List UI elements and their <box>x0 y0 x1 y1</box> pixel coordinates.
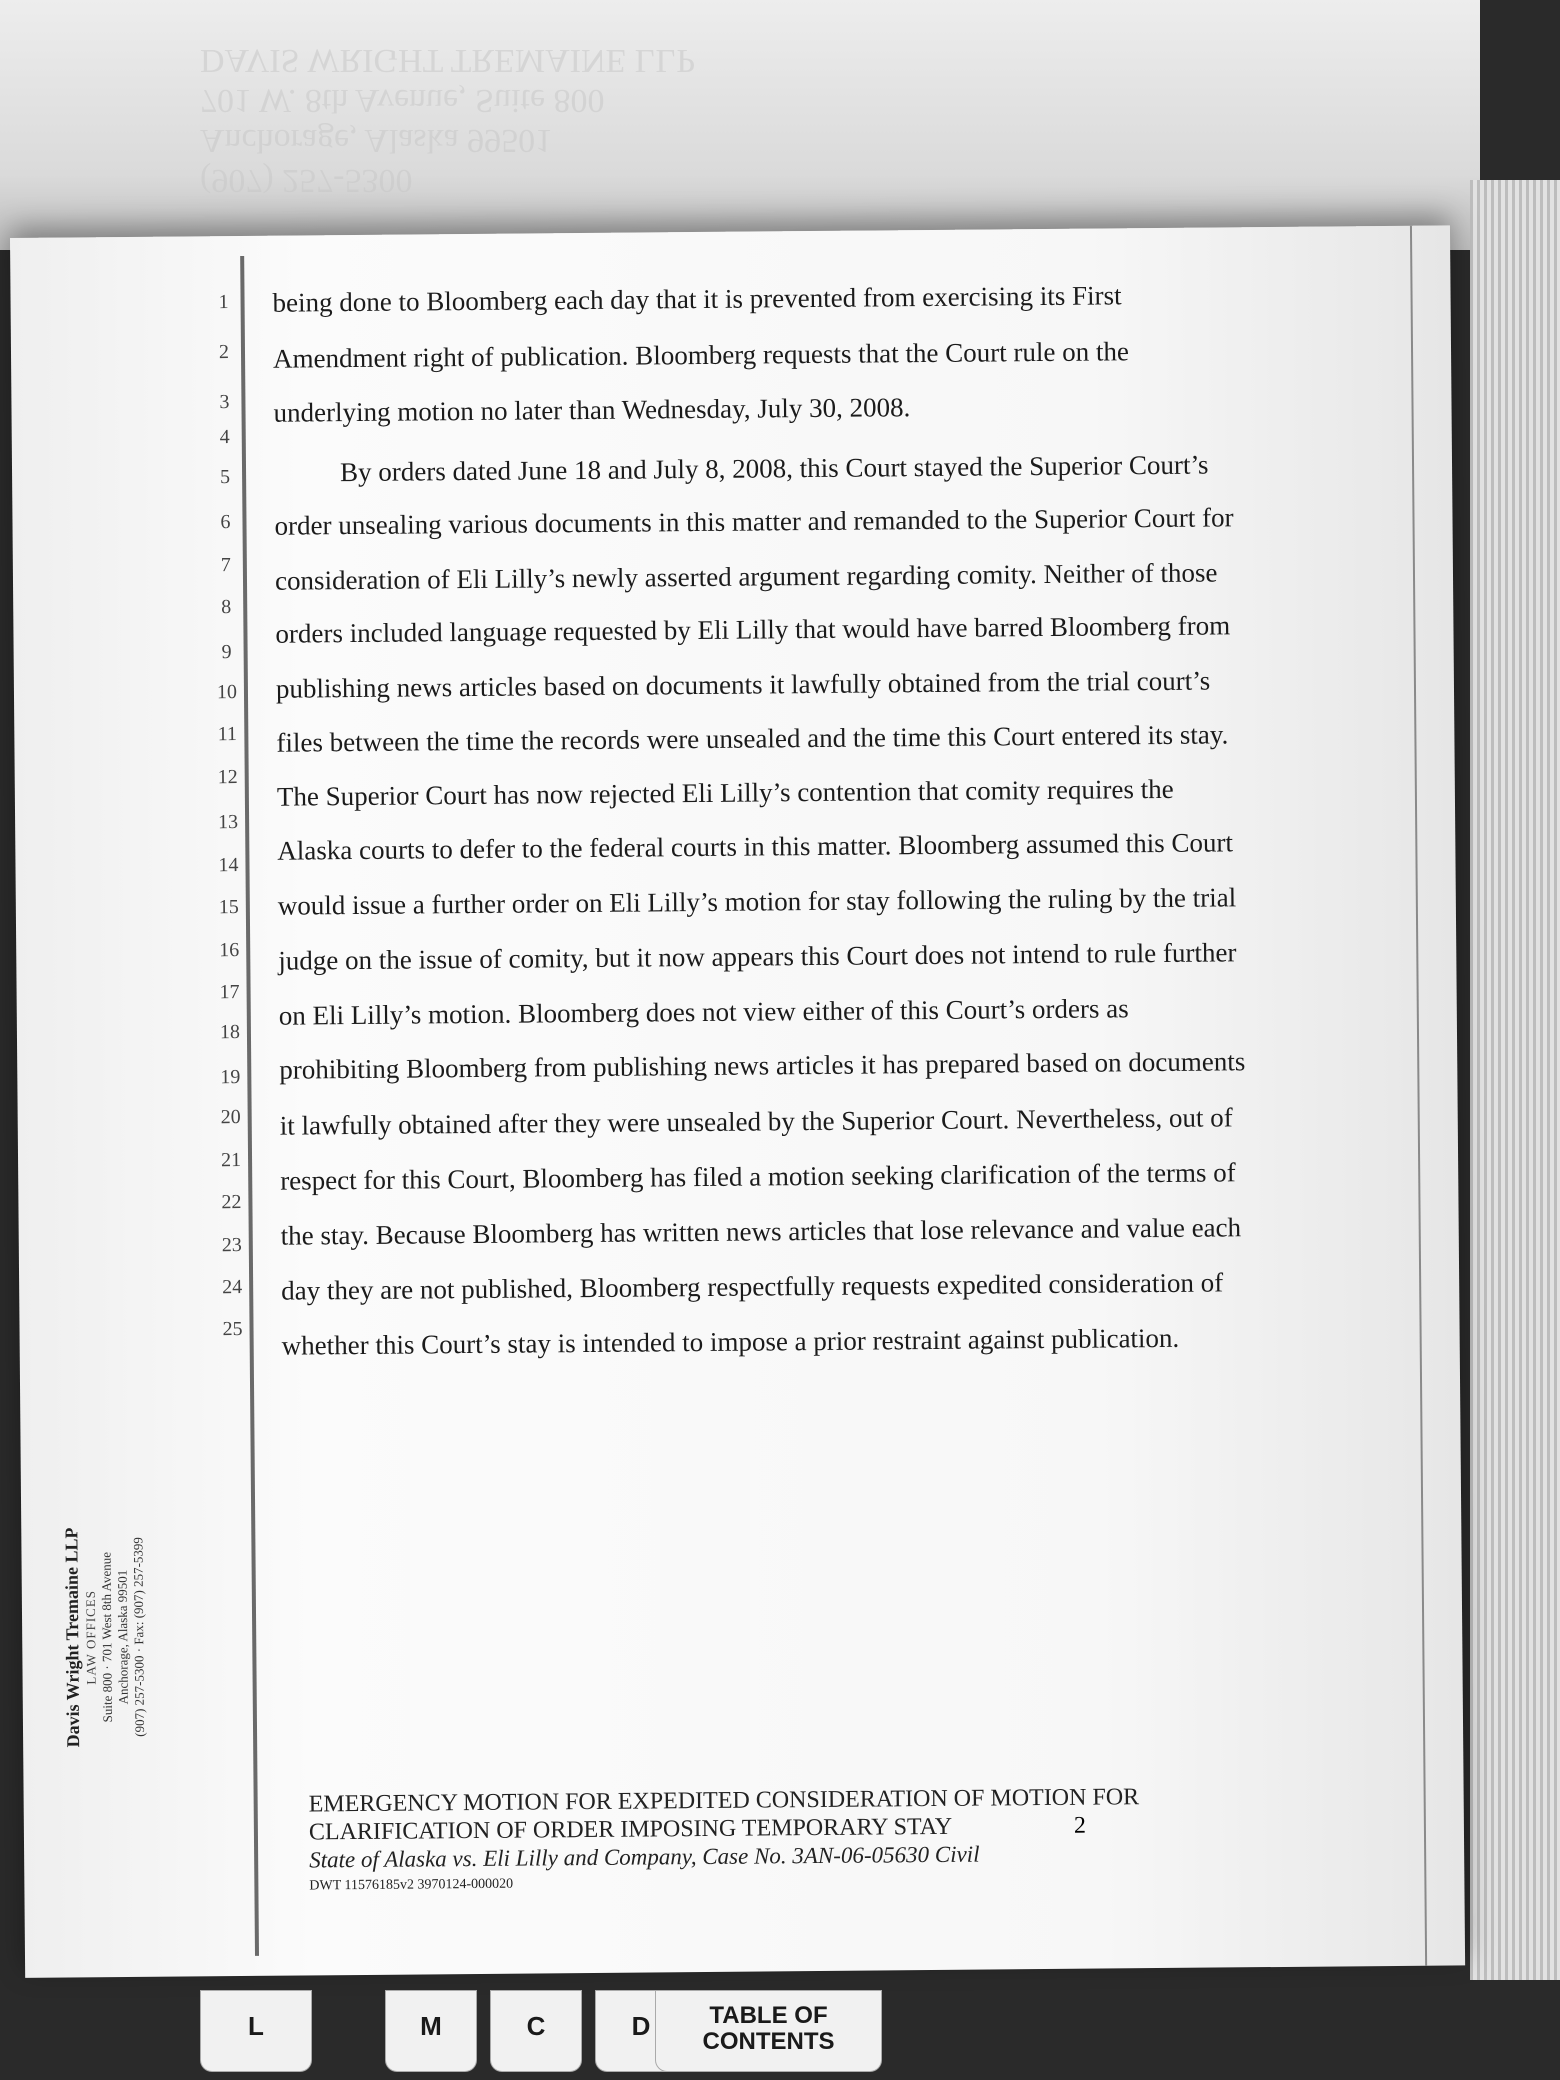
case-caption: State of Alaska vs. Eli Lilly and Company, Case No. 3AN-06-05630 Civil <box>309 1841 980 1873</box>
firm-name: Davis Wright Tremaine LLP <box>61 1527 84 1748</box>
bleed-line: Anchorage, Alaska 99501 <box>200 122 553 159</box>
line-number: 20 <box>220 1106 241 1129</box>
document-page <box>10 225 1465 1977</box>
body-line: it lawfully obtained after they were unsealed by the Superior Court. Nevertheless, out of <box>279 1102 1233 1141</box>
footer-title-line: CLARIFICATION OF ORDER IMPOSING TEMPORARY STAY <box>308 1813 953 1846</box>
body-line: consideration of Eli Lilly’s newly asserted argument regarding comity. Neither of those <box>274 557 1218 596</box>
firm-address-line: Suite 800 · 701 West 8th Avenue <box>98 1551 115 1723</box>
line-number: 12 <box>217 766 238 789</box>
underlying-page <box>0 0 1480 250</box>
binder-tab-table-of-contents[interactable] <box>655 1990 882 2072</box>
line-number: 3 <box>219 391 230 414</box>
binder-tab-c[interactable]: C <box>490 1990 582 2072</box>
right-margin-rule <box>1410 226 1427 1966</box>
line-number: 5 <box>219 466 231 489</box>
binder-tab-d[interactable]: D <box>595 1990 687 2072</box>
line-number: 13 <box>218 811 239 834</box>
body-line: judge on the issue of comity, but it now appears this Court does not intend to rule further <box>278 937 1237 976</box>
line-number: 23 <box>221 1234 242 1257</box>
line-number: 25 <box>222 1318 243 1341</box>
firm-address-line: Anchorage, Alaska 99501 <box>114 1569 131 1705</box>
line-number: 16 <box>219 939 240 962</box>
line-number: 10 <box>216 681 238 704</box>
body-line: prohibiting Bloomberg from publishing news articles it has prepared based on documents <box>279 1046 1246 1085</box>
tab-label: TABLE OF CONTENTS <box>702 2002 835 2055</box>
footer-title-line: EMERGENCY MOTION FOR EXPEDITED CONSIDERATION OF MOTION FOR <box>308 1784 1140 1818</box>
line-number: 11 <box>217 723 238 746</box>
body-line: underlying motion no later than Wednesday, July 30, 2008. <box>273 392 911 428</box>
line-number: 18 <box>219 1021 241 1044</box>
line-number: 14 <box>218 854 239 877</box>
firm-letterhead <box>61 1476 214 1797</box>
line-number: 19 <box>220 1066 241 1089</box>
body-line: By orders dated June 18 and July 8, 2008, this Court stayed the Superior Court’s <box>339 449 1209 488</box>
page-number: 2 <box>1073 1812 1087 1839</box>
body-line: the stay. Because Bloomberg has written news articles that lose relevance and value each <box>280 1212 1242 1251</box>
body-line: being done to Bloomberg each day that it is prevented from exercising its First <box>272 280 1122 318</box>
document-footer <box>309 1783 1140 1894</box>
body-line: order unsealing various documents in this matter and remanded to the Superior Court for <box>274 502 1234 541</box>
binder-tabs <box>200 1990 1300 2080</box>
line-number: 24 <box>222 1276 243 1299</box>
body-line: whether this Court’s stay is intended to impose a prior restraint against publication. <box>281 1322 1180 1361</box>
line-number: 22 <box>221 1191 242 1214</box>
body-line: day they are not published, Bloomberg respectfully requests expedited consideration of <box>281 1267 1224 1306</box>
line-number: 4 <box>219 426 230 449</box>
body-line: Amendment right of publication. Bloomberg requests that the Court rule on the <box>272 336 1130 374</box>
line-number: 6 <box>220 511 231 534</box>
binder-tab-m[interactable]: M <box>385 1990 477 2072</box>
line-number: 21 <box>220 1149 242 1172</box>
binder-tab-l[interactable]: L <box>200 1990 312 2072</box>
body-line: would issue a further order on Eli Lilly’s motion for stay following the ruling by the trial <box>277 882 1237 921</box>
bleed-line: (907) 257-5300 <box>200 162 413 199</box>
firm-phone-line: (907) 257-5300 · Fax: (907) 257-5399 <box>130 1537 148 1737</box>
firm-subtitle: LAW OFFICES <box>82 1589 99 1685</box>
line-number: 17 <box>219 981 240 1004</box>
line-number: 15 <box>218 896 239 919</box>
body-line: respect for this Court, Bloomberg has filed a motion seeking clarification of the terms of <box>280 1157 1236 1196</box>
body-line: publishing news articles based on documents it lawfully obtained from the trial court’s <box>275 665 1211 704</box>
body-line: files between the time the records were unsealed and the time this Court entered its stay. <box>276 719 1229 758</box>
page-stack-edge <box>1470 180 1560 1980</box>
body-line: orders included language requested by Eli Lilly that would have barred Bloomberg from <box>275 610 1231 649</box>
document-id: DWT 11576185v2 3970124-000020 <box>309 1876 514 1894</box>
line-number: 9 <box>221 641 232 664</box>
line-number: 8 <box>221 596 232 619</box>
line-number: 7 <box>220 554 231 577</box>
bleed-line: 701 W. 8th Avenue, Suite 800 <box>200 82 605 119</box>
body-line: on Eli Lilly’s motion. Bloomberg does not view either of this Court’s orders as <box>278 993 1129 1031</box>
line-number: 2 <box>218 341 230 364</box>
body-line: The Superior Court has now rejected Eli Lilly’s contention that comity requires the <box>276 773 1174 812</box>
line-number: 1 <box>218 291 229 314</box>
bleed-line: DAVIS WRIGHT TREMAINE LLP <box>200 42 696 79</box>
body-line: Alaska courts to defer to the federal courts in this matter. Bloomberg assumed this Court <box>277 827 1233 866</box>
bleed-through-text <box>200 40 695 200</box>
